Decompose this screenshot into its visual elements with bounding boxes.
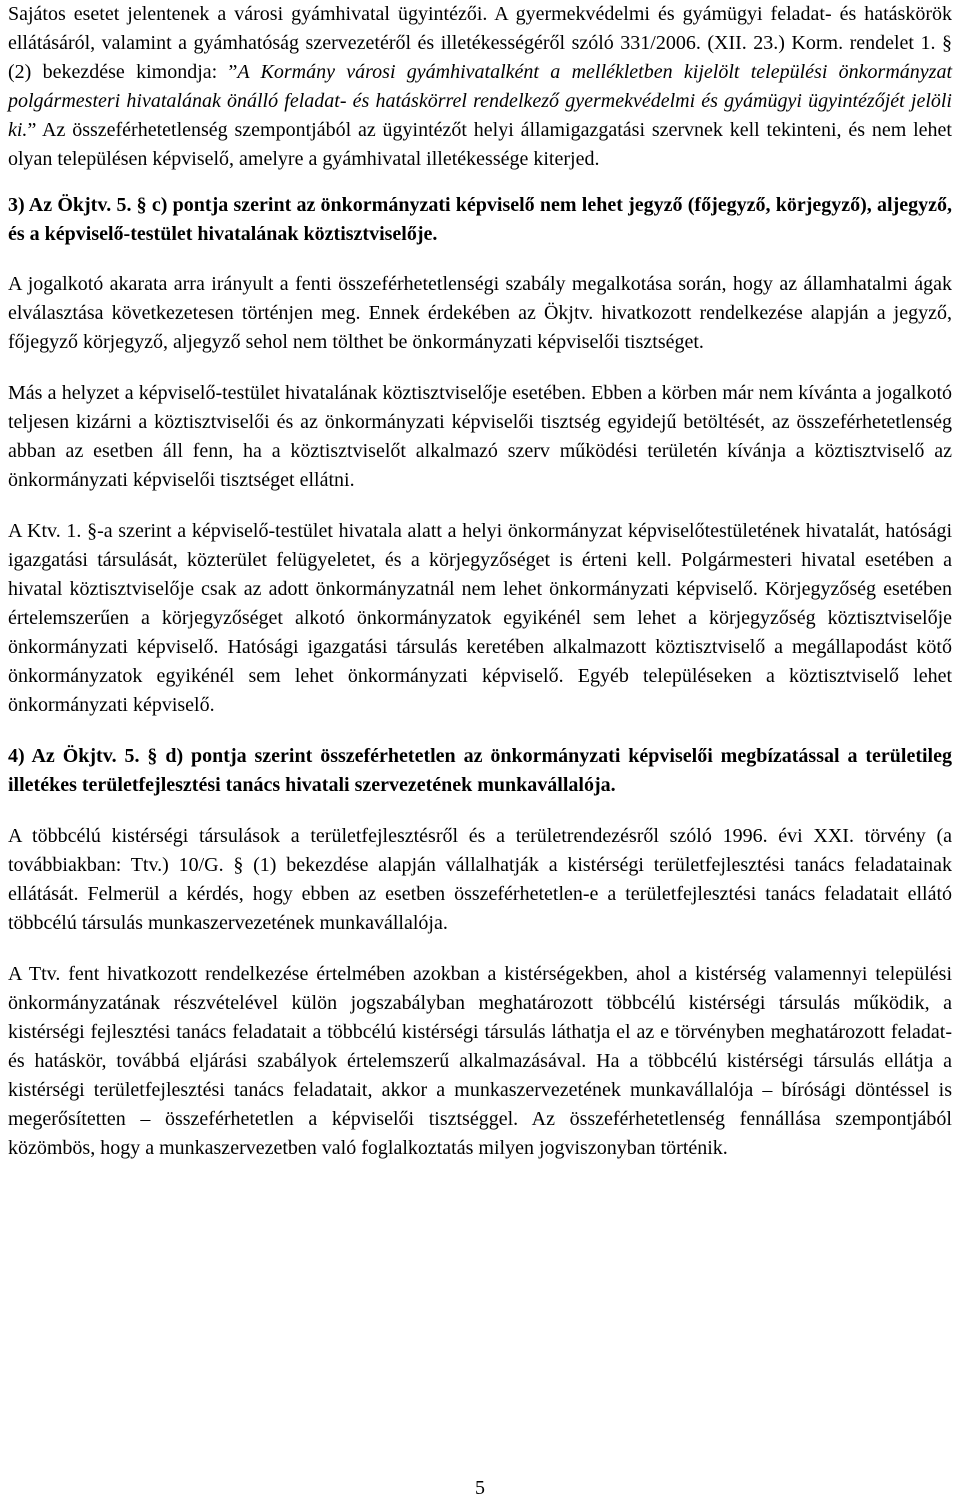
section-heading-3: 3) Az Ökjtv. 5. § c) pontja szerint az önkormányzati képviselő nem lehet jegyző (főjegyző, körjegyző), aljegyző, és a képviselő-testület hivatalának köztisztviselője. [8,194,952,245]
quoted-regulation: A Kormány városi gyámhivatalként a mellékletben kijelölt települési önkormányzat polgármesteri hivatalának önálló feladat- és hatáskörrel rendelkező gyermekvédelmi és gyámügyi ügyintézőjét jelöli ki. [8,61,952,141]
paragraph-multipurpose-associations: A többcélú kistérségi társulások a területfejlesztésről és a területrendezésről szóló 1996. évi XXI. törvény (a továbbiakban: Ttv.) 10/G. § (1) bekezdése alapján vállalhatják a kistérségi területfejlesztési tanács feladatainak ellátását. Felmerül a kérdés, hogy ebben az esetben összeférhetetlen-e a területfejlesztési tanács feladatait ellátó többcélú társulás munkaszervezetének munkavállalója. [8,825,952,934]
paragraph-intro: Sajátos esetet jelentenek a városi gyámhivatal ügyintézői. A gyermekvédelmi és gyámügyi feladat- és hatáskörök ellátásáról, valamint a gyámhatóság szervezetéről és illetékességéről szóló 331/2006. (XII. 23.) Korm. rendelet 1. § (2) bekezdése kimondja: ” [8,3,952,83]
page-number: 5 [475,1477,485,1499]
paragraph-legislative-intent: A jogalkotó akarata arra irányult a fenti összeférhetetlenségi szabály megalkotása során, hogy az államhatalmi ágak elválasztása következetesen történjen meg. Ennek érdekében az Ökjtv. hivatkozott rendelkezése alapján a jegyző, főjegyző körjegyző, aljegyző sehol nem tölthet be önkormányzati képviselői tisztséget. [8,273,952,353]
paragraph-continuation: ” Az összeférhetetlenség szempontjából az ügyintézőt helyi államigazgatási szervnek kell tekinteni, és nem lehet olyan településen képviselő, amelyre a gyámhivatal illetékessége kiterjed. [8,119,952,170]
paragraph-guardianship-office [8,0,952,174]
paragraph-ttv: A Ttv. fent hivatkozott rendelkezése értelmében azokban a kistérségekben, ahol a kistérség valamennyi települési önkormányzatának részvételével külön jogszabályban meghatározott többcélú kistérségi társulás működik, a kistérségi fejlesztési tanács feladatait a többcélú kistérségi társulás láthatja el az e törvényben meghatározott feladat- és hatáskör, továbbá eljárási szabályok értelemszerű alkalmazásával. Ha a többcélú kistérségi társulás ellátja a kistérségi területfejlesztési tanács feladatait, akkor a munkaszervezetének munkavállalója – bírósági döntéssel is megerősítetten – összeférhetetlen a képviselői tisztséggel. Az összeférhetetlenség fennállása szempontjából közömbös, hogy a munkaszervezetben való foglalkoztatás milyen jogviszonyban történik. [8,963,952,1159]
paragraph-ktv: A Ktv. 1. §-a szerint a képviselő-testület hivatala alatt a helyi önkormányzat képviselőtestületének hivatalát, hatósági igazgatási társulását, közterület felügyeletet, és a körjegyzőséget is érteni kell. Polgármesteri hivatal esetében a hivatal köztisztviselője csak az adott önkormányzatnál nem lehet önkormányzati képviselő. Körjegyzőség esetében értelemszerűen a körjegyzőséget alkotó önkormányzatok egyikénél sem lehet a körjegyzőség köztisztviselője önkormányzati képviselő. Hatósági igazgatási társulás keretében alkalmazott köztisztviselő a megállapodást kötő önkormányzatok egyikénél sem lehet önkormányzati képviselő. Egyéb településeken a köztisztviselő lehet önkormányzati képviselő. [8,520,952,716]
paragraph-civil-servant: Más a helyzet a képviselő-testület hivatalának köztisztviselője esetében. Ebben a körben már nem kívánta a jogalkotó teljesen kizárni a köztisztviselői és az önkormányzati képviselői tisztség egyidejű betöltését, az összeférhetetlenség abban az esetben áll fenn, ha a köztisztviselőt alkalmazó szerv működési területén kívánja a köztisztviselő az önkormányzati képviselői tisztséget ellátni. [8,382,952,491]
section-heading-4: 4) Az Ökjtv. 5. § d) pontja szerint összeférhetetlen az önkormányzati képviselői megbízatással a területileg illetékes területfejlesztési tanács hivatali szervezetének munkavállalója. [8,745,952,796]
